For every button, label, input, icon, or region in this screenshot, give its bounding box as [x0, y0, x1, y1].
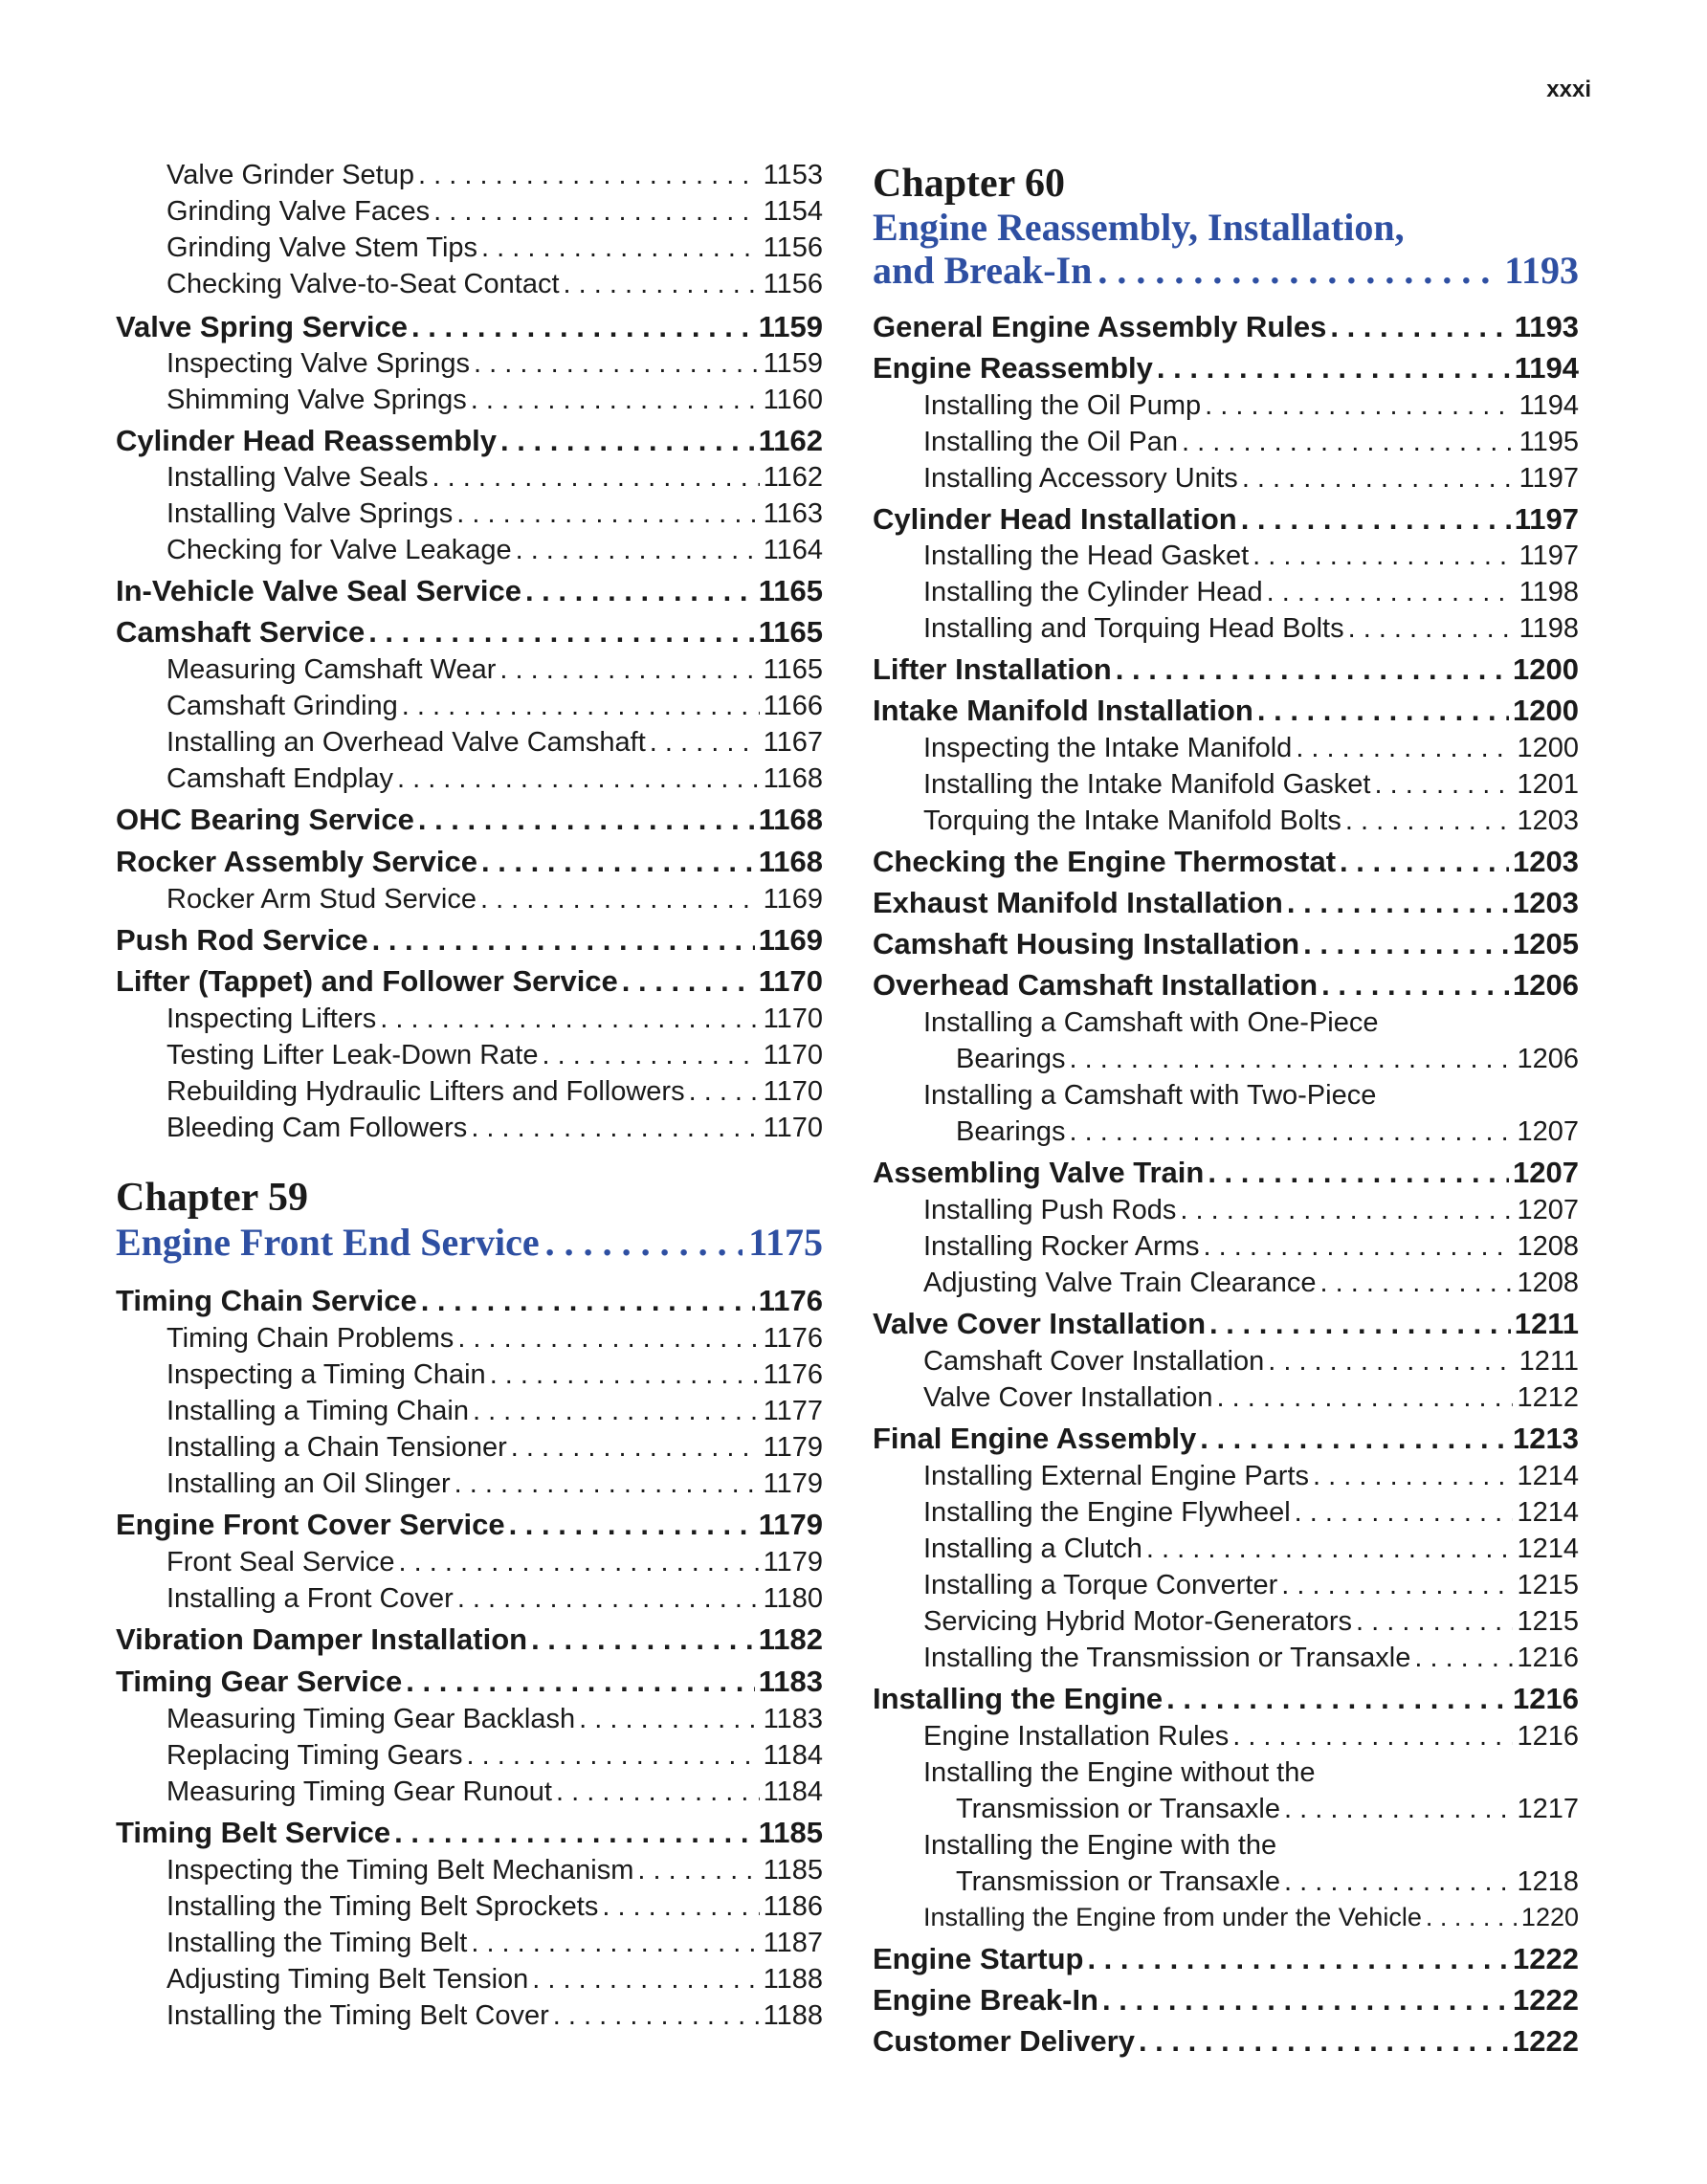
toc-entry[interactable]: Installing Valve Seals . . . 1162	[166, 462, 823, 494]
toc-entry[interactable]: Front Seal Service . . . 1179	[166, 1547, 823, 1578]
chapter-label: Chapter 59	[116, 1176, 309, 1220]
toc-entry[interactable]: Installing the Engine without the	[923, 1757, 1316, 1788]
toc-entry[interactable]: Shimming Valve Springs . . . 1160	[166, 385, 823, 416]
toc-section-entry[interactable]: Customer Delivery . . . 1222	[873, 2024, 1579, 2059]
toc-section-entry[interactable]: Assembling Valve Train . . . 1207	[873, 1156, 1579, 1190]
toc-section-entry[interactable]: In-Vehicle Valve Seal Service . . . 1165	[116, 574, 823, 608]
toc-entry[interactable]: Installing Valve Springs . . . 1163	[166, 498, 823, 530]
toc-section-entry[interactable]: Engine Front Cover Service . . . 1179	[116, 1508, 823, 1542]
toc-section-entry[interactable]: Engine Reassembly . . . 1194	[873, 351, 1579, 386]
page-number: xxxi	[1546, 77, 1591, 102]
toc-entry[interactable]: Camshaft Cover Installation . . . 1211	[923, 1346, 1579, 1378]
toc-entry[interactable]: Installing a Chain Tensioner . . . 1179	[166, 1432, 823, 1464]
toc-section-entry[interactable]: Timing Gear Service . . . 1183	[116, 1665, 823, 1699]
toc-entry[interactable]: Installing Rocker Arms . . . 1208	[923, 1231, 1579, 1263]
toc-entry[interactable]: Measuring Timing Gear Runout . . . 1184	[166, 1776, 823, 1808]
toc-entry[interactable]: Installing the Timing Belt Sprockets . . . 1186	[166, 1891, 823, 1923]
toc-entry[interactable]: Measuring Camshaft Wear . . . 1165	[166, 654, 823, 686]
toc-entry[interactable]: Adjusting Valve Train Clearance . . . 1208	[923, 1268, 1579, 1299]
toc-entry[interactable]: Camshaft Grinding . . . 1166	[166, 691, 823, 722]
toc-section-entry[interactable]: Engine Break-In . . . 1222	[873, 1983, 1579, 2018]
toc-entry[interactable]: Installing the Engine Flywheel . . . 1214	[923, 1497, 1579, 1529]
chapter-title[interactable]: and Break-In . . . 1193	[873, 248, 1579, 293]
toc-entry[interactable]: Installing the Oil Pump . . . 1194	[923, 390, 1579, 422]
toc-entry[interactable]: Installing a Clutch . . . 1214	[923, 1533, 1579, 1565]
toc-entry[interactable]: Rebuilding Hydraulic Lifters and Followers . . . 1170	[166, 1076, 823, 1108]
toc-entry[interactable]: Inspecting Lifters . . . 1170	[166, 1004, 823, 1035]
toc-entry[interactable]: Bleeding Cam Followers . . . 1170	[166, 1113, 823, 1144]
toc-entry[interactable]: Engine Installation Rules . . . 1216	[923, 1721, 1579, 1753]
toc-entry[interactable]: Grinding Valve Faces . . . 1154	[166, 196, 823, 228]
toc-entry[interactable]: Installing Accessory Units . . . 1197	[923, 463, 1579, 495]
toc-section-entry[interactable]: Valve Cover Installation . . . 1211	[873, 1307, 1579, 1341]
toc-entry[interactable]: Installing the Timing Belt Cover . . . 1188	[166, 2000, 823, 2032]
toc-section-entry[interactable]: Lifter (Tappet) and Follower Service . . . 1170	[116, 964, 823, 999]
toc-entry[interactable]: Installing an Oil Slinger . . . 1179	[166, 1468, 823, 1500]
toc-entry[interactable]: Inspecting a Timing Chain . . . 1176	[166, 1359, 823, 1391]
toc-entry[interactable]: Installing the Head Gasket . . . 1197	[923, 540, 1579, 572]
toc-section-entry[interactable]: Rocker Assembly Service . . . 1168	[116, 845, 823, 879]
toc-section-entry[interactable]: Exhaust Manifold Installation . . . 1203	[873, 886, 1579, 920]
toc-entry-continuation[interactable]: Bearings . . . 1207	[956, 1116, 1579, 1148]
toc-entry[interactable]: Installing an Overhead Valve Camshaft . . . 1167	[166, 727, 823, 759]
toc-entry[interactable]: Installing a Camshaft with One-Piece	[923, 1007, 1379, 1038]
toc-entry-continuation[interactable]: Transmission or Transaxle . . . 1218	[956, 1866, 1579, 1898]
toc-entry[interactable]: Rocker Arm Stud Service . . . 1169	[166, 884, 823, 916]
toc-entry[interactable]: Installing the Cylinder Head . . . 1198	[923, 577, 1579, 608]
toc-section-entry[interactable]: Overhead Camshaft Installation . . . 1206	[873, 968, 1579, 1003]
toc-entry[interactable]: Checking Valve-to-Seat Contact . . . 1156	[166, 269, 823, 300]
toc-entry[interactable]: Camshaft Endplay . . . 1168	[166, 763, 823, 795]
toc-section-entry[interactable]: Push Rod Service . . . 1169	[116, 923, 823, 958]
toc-section-entry[interactable]: Camshaft Service . . . 1165	[116, 615, 823, 650]
toc-entry[interactable]: Replacing Timing Gears . . . 1184	[166, 1740, 823, 1772]
toc-entry[interactable]: Installing External Engine Parts . . . 1214	[923, 1461, 1579, 1492]
toc-entry[interactable]: Installing a Timing Chain . . . 1177	[166, 1396, 823, 1427]
toc-section-entry[interactable]: Vibration Damper Installation . . . 1182	[116, 1622, 823, 1657]
toc-entry[interactable]: Installing a Torque Converter . . . 1215	[923, 1570, 1579, 1601]
toc-section-entry[interactable]: General Engine Assembly Rules . . . 1193	[873, 310, 1579, 344]
toc-entry[interactable]: Installing the Transmission or Transaxle . . . 1216	[923, 1643, 1579, 1674]
toc-entry[interactable]: Testing Lifter Leak-Down Rate . . . 1170	[166, 1040, 823, 1071]
toc-entry[interactable]: Valve Grinder Setup . . . 1153	[166, 160, 823, 191]
toc-entry[interactable]: Inspecting the Intake Manifold . . . 1200	[923, 733, 1579, 764]
toc-entry[interactable]: Servicing Hybrid Motor-Generators . . . 1215	[923, 1606, 1579, 1638]
toc-section-entry[interactable]: Camshaft Housing Installation . . . 1205	[873, 927, 1579, 961]
toc-entry[interactable]: Installing the Oil Pan . . . 1195	[923, 427, 1579, 458]
toc-entry-continuation[interactable]: Bearings . . . 1206	[956, 1044, 1579, 1075]
toc-section-entry[interactable]: Checking the Engine Thermostat . . . 1203	[873, 845, 1579, 879]
chapter-title[interactable]: Engine Front End Service . . . 1175	[116, 1220, 823, 1265]
toc-entry[interactable]: Timing Chain Problems . . . 1176	[166, 1323, 823, 1355]
toc-entry[interactable]: Installing the Timing Belt . . . 1187	[166, 1928, 823, 1959]
toc-section-entry[interactable]: Intake Manifold Installation . . . 1200	[873, 694, 1579, 728]
toc-entry[interactable]: Installing a Front Cover . . . 1180	[166, 1583, 823, 1615]
toc-section-entry[interactable]: Timing Chain Service . . . 1176	[116, 1284, 823, 1318]
toc-entry[interactable]: Installing the Engine with the	[923, 1830, 1277, 1861]
toc-entry[interactable]: Torquing the Intake Manifold Bolts . . . 1203	[923, 805, 1579, 837]
toc-section-entry[interactable]: Engine Startup . . . 1222	[873, 1942, 1579, 1976]
toc-section-entry[interactable]: Lifter Installation . . . 1200	[873, 652, 1579, 687]
toc-entry[interactable]: Grinding Valve Stem Tips . . . 1156	[166, 232, 823, 264]
toc-section-entry[interactable]: Cylinder Head Installation . . . 1197	[873, 502, 1579, 537]
toc-entry[interactable]: Adjusting Timing Belt Tension . . . 1188	[166, 1964, 823, 1996]
toc-section-entry[interactable]: Valve Spring Service . . . 1159	[116, 310, 823, 344]
toc-entry[interactable]: Installing the Engine from under the Vehicle . . . 1220	[923, 1903, 1579, 1932]
toc-entry[interactable]: Valve Cover Installation . . . 1212	[923, 1382, 1579, 1414]
chapter-label: Chapter 60	[873, 162, 1066, 206]
toc-entry[interactable]: Inspecting Valve Springs . . . 1159	[166, 348, 823, 380]
toc-entry[interactable]: Installing and Torquing Head Bolts . . . 1198	[923, 613, 1579, 645]
toc-section-entry[interactable]: OHC Bearing Service . . . 1168	[116, 803, 823, 837]
toc-entry[interactable]: Installing a Camshaft with Two-Piece	[923, 1080, 1377, 1111]
toc-entry[interactable]: Checking for Valve Leakage . . . 1164	[166, 535, 823, 566]
toc-section-entry[interactable]: Timing Belt Service . . . 1185	[116, 1816, 823, 1850]
toc-section-entry[interactable]: Final Engine Assembly . . . 1213	[873, 1422, 1579, 1456]
toc-entry-continuation[interactable]: Transmission or Transaxle . . . 1217	[956, 1794, 1579, 1825]
toc-section-entry[interactable]: Cylinder Head Reassembly . . . 1162	[116, 424, 823, 458]
toc-entry[interactable]: Installing Push Rods . . . 1207	[923, 1195, 1579, 1226]
toc-entry[interactable]: Measuring Timing Gear Backlash . . . 1183	[166, 1704, 823, 1735]
toc-entry[interactable]: Inspecting the Timing Belt Mechanism . . . 1185	[166, 1855, 823, 1886]
toc-section-entry[interactable]: Installing the Engine . . . 1216	[873, 1682, 1579, 1716]
toc-entry[interactable]: Installing the Intake Manifold Gasket . . . 1201	[923, 769, 1579, 801]
chapter-title-line[interactable]: Engine Reassembly, Installation,	[873, 206, 1405, 249]
